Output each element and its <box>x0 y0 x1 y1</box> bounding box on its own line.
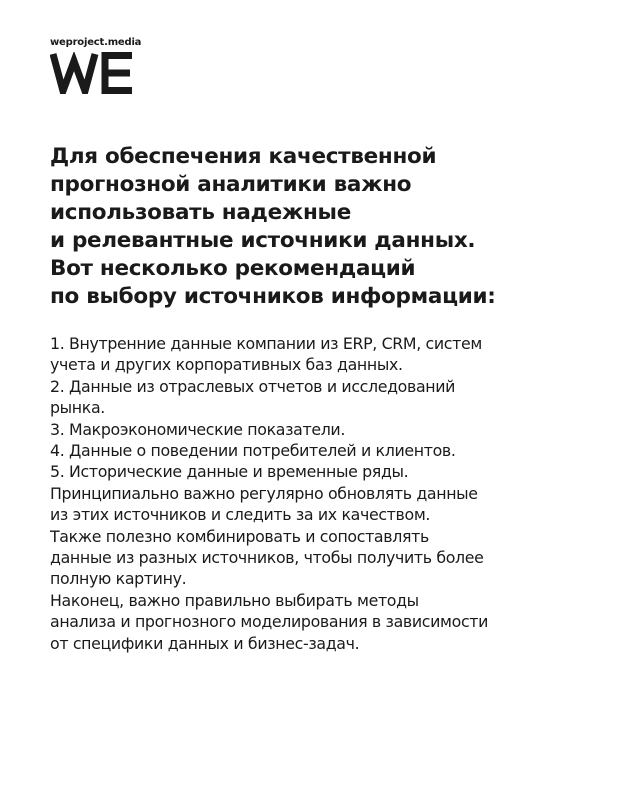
brand <box>50 37 141 94</box>
body-line: 3. Макроэкономические показатели. <box>50 419 346 439</box>
headline-line: Вот несколько рекомендаций <box>50 256 416 281</box>
body-line: учета и других корпоративных баз данных. <box>50 355 403 375</box>
headline <box>50 143 610 311</box>
body-line: данные из разных источников, чтобы получить более <box>50 548 484 568</box>
headline-line: прогнозной аналитики важно <box>50 172 412 197</box>
body-line: 5. Исторические данные и временные ряды. <box>50 462 409 482</box>
headline-line: по выбору источников информации: <box>50 284 496 309</box>
body-line: 2. Данные из отраслевых отчетов и исследований <box>50 376 456 396</box>
headline-line: использовать надежные <box>50 200 351 225</box>
we-logo-icon <box>50 52 134 94</box>
body-line: рынка. <box>50 398 105 418</box>
body-line: 4. Данные о поведении потребителей и клиентов. <box>50 441 456 461</box>
body-line: Наконец, важно правильно выбирать методы <box>50 590 419 610</box>
body-line: анализа и прогнозного моделирования в зависимости <box>50 612 489 632</box>
body-line: от специфики данных и бизнес-задач. <box>50 633 360 653</box>
body-line: 1. Внутренние данные компании из ERP, CRM, систем <box>50 334 482 353</box>
body-line: Принципиально важно регулярно обновлять данные <box>50 483 478 503</box>
body-text <box>50 333 620 654</box>
body-line: Также полезно комбинировать и сопоставлять <box>50 526 429 546</box>
headline-line: Для обеспечения качественной <box>50 144 437 169</box>
body-line: полную картину. <box>50 569 187 589</box>
brand-domain: weproject.media <box>50 37 142 48</box>
body-line: из этих источников и следить за их качеством. <box>50 505 431 525</box>
headline-line: и релевантные источники данных. <box>50 228 476 253</box>
